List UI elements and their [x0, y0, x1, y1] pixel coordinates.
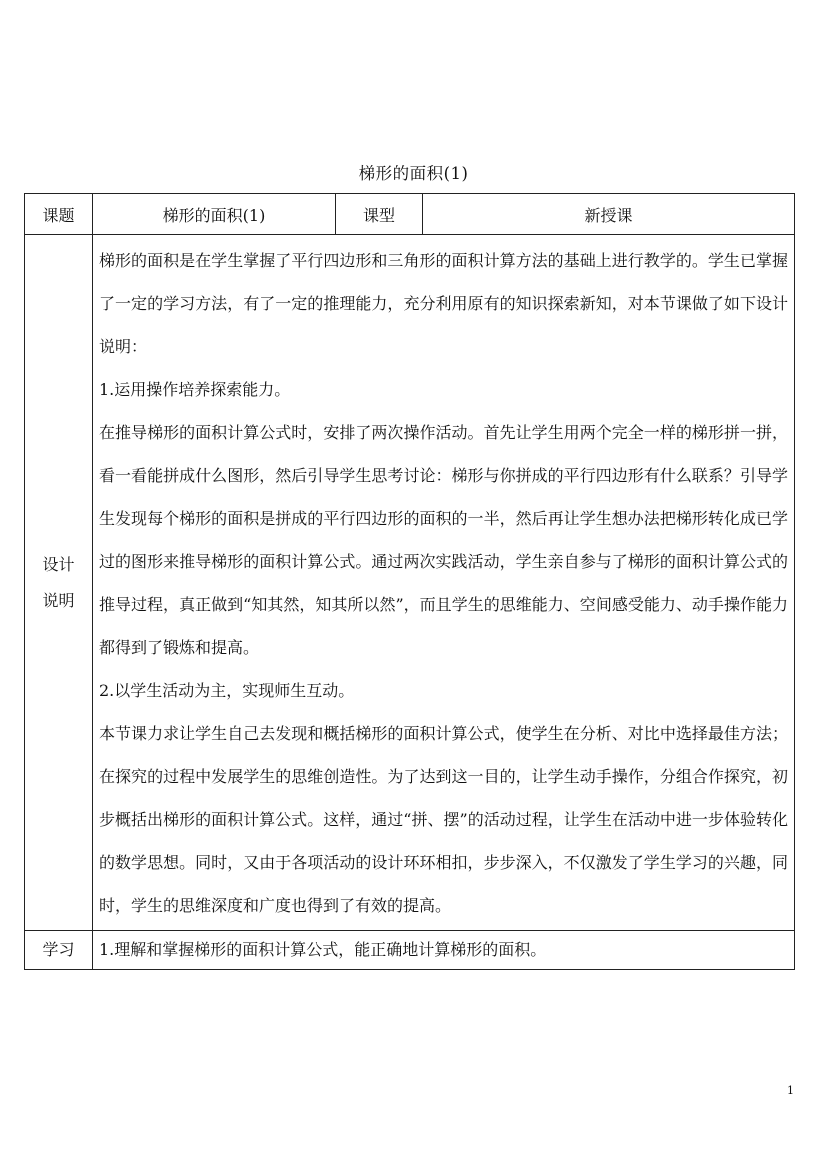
design-label [25, 235, 93, 931]
learning-label: 学习 [25, 931, 93, 970]
design-paragraph: 在推导梯形的面积计算公式时，安排了两次操作活动。首先让学生用两个完全一样的梯形拼一拼，看一看能拼成什么图形，然后引导学生思考讨论：梯形与你拼成的平行四边形有什么联系？引导学生发现每个梯形的面积是拼成的平行四边形的面积的一半，然后再让学生想办法把梯形转化成已学过的图形来推导梯形的面积计算公式。通过两次实践活动，学生亲自参与了梯形的面积计算公式的推导过程，真正做到“知其然，知其所以然”，而且学生的思维能力、空间感受能力、动手操作能力都得到了锻炼和提高。 [99, 423, 788, 657]
learning-row [25, 931, 795, 970]
design-label-line1: 设计 [42, 554, 75, 574]
design-label-line2: 说明 [42, 590, 75, 610]
header-row [25, 194, 795, 235]
topic-label: 课题 [25, 194, 93, 235]
type-label: 课型 [336, 194, 423, 235]
design-paragraph: 梯形的面积是在学生掌握了平行四边形和三角形的面积计算方法的基础上进行教学的。学生已掌握了一定的学习方法，有了一定的推理能力，充分利用原有的知识探索新知，对本节课做了如下设计说明： [99, 251, 788, 356]
page-number: 1 [787, 1084, 794, 1097]
design-row [25, 235, 795, 931]
type-value: 新授课 [423, 194, 795, 235]
design-heading: 2.以学生活动为主，实现师生互动。 [99, 681, 355, 700]
design-heading: 1.运用操作培养探索能力。 [99, 380, 291, 399]
design-content [93, 235, 795, 931]
learning-content [93, 931, 795, 970]
document-title: 梯形的面积(1) [358, 164, 469, 183]
topic-value: 梯形的面积(1) [93, 194, 336, 235]
lesson-plan-table [24, 193, 795, 970]
learning-item: 1.理解和掌握梯形的面积计算公式，能正确地计算梯形的面积。 [99, 940, 547, 959]
design-paragraph: 本节课力求让学生自己去发现和概括梯形的面积计算公式，使学生在分析、对比中选择最佳方法；在探究的过程中发展学生的思维创造性。为了达到这一目的，让学生动手操作，分组合作探究，初步概括出梯形的面积计算公式。这样，通过“拼、摆”的活动过程，让学生在活动中进一步体验转化的数学思想。同时，又由于各项活动的设计环环相扣，步步深入，不仅激发了学生学习的兴趣，同时，学生的思维深度和广度也得到了有效的提高。 [99, 724, 788, 915]
